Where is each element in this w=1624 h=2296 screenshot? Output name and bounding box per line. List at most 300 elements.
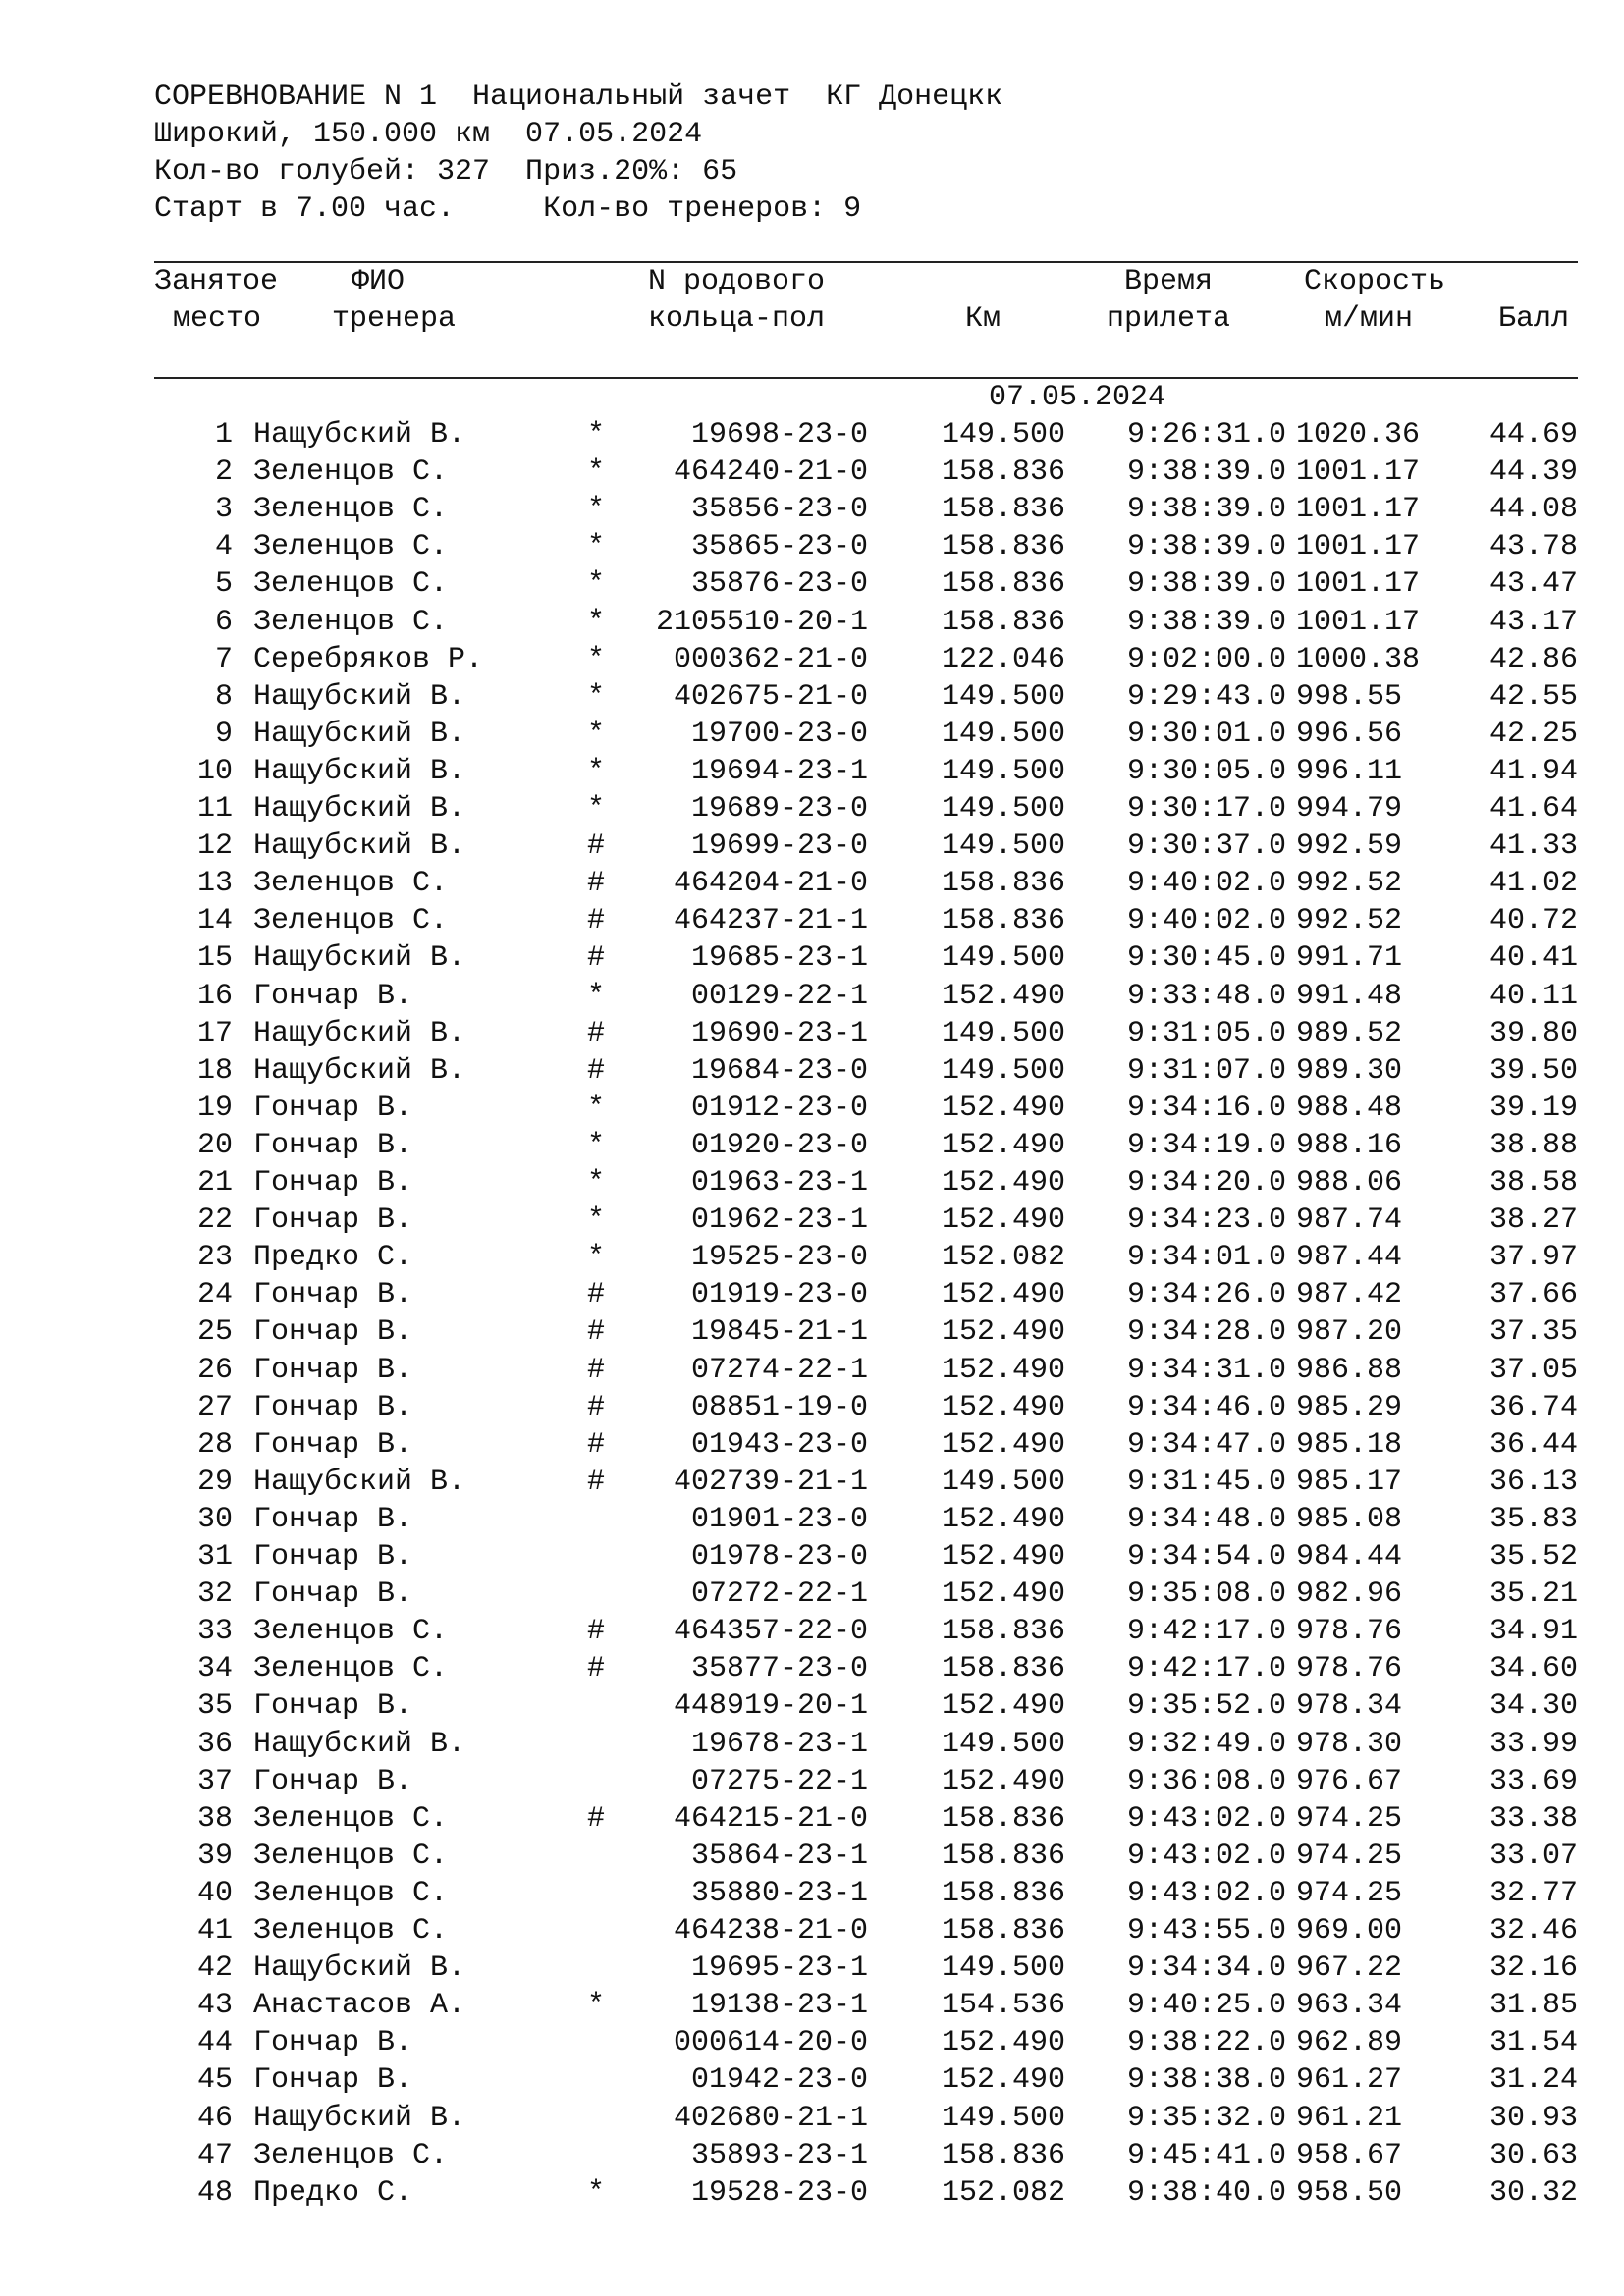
cell-arrival-time: 9:30:45.0: [1126, 941, 1286, 976]
cell-place: 34: [196, 1652, 233, 1686]
cell-speed: 985.08: [1296, 1502, 1403, 1536]
table-row: [0, 1389, 1624, 1426]
cell-trainer: Нащубский В.: [253, 754, 466, 788]
cell-flag: *: [587, 642, 606, 676]
col-time-line1: Время: [1124, 265, 1214, 298]
cell-points: 32.77: [1489, 1876, 1578, 1910]
cell-arrival-time: 9:34:34.0: [1126, 1951, 1286, 1986]
cell-speed: 969.00: [1296, 1914, 1403, 1948]
cell-km: 152.490: [941, 1689, 1065, 1724]
cell-ring: 01978-23-0: [690, 1540, 868, 1574]
cell-flag: #: [587, 1315, 606, 1350]
cell-trainer: Гончар В.: [253, 1689, 413, 1724]
col-place-line2: место: [173, 302, 262, 336]
cell-arrival-time: 9:34:28.0: [1126, 1315, 1286, 1350]
cell-place: 6: [214, 605, 233, 639]
cell-arrival-time: 9:42:17.0: [1126, 1615, 1286, 1649]
cell-ring: 01919-23-0: [690, 1278, 868, 1312]
cell-speed: 985.17: [1296, 1465, 1403, 1499]
cell-flag: #: [587, 1465, 606, 1499]
cell-flag: *: [587, 605, 606, 639]
cell-km: 149.500: [941, 418, 1065, 452]
col-ring-line2: кольца-пол: [648, 302, 826, 336]
cell-ring: 01963-23-1: [690, 1166, 868, 1200]
cell-flag: *: [587, 1989, 606, 2023]
cell-speed: 974.25: [1296, 1876, 1403, 1910]
cell-km: 152.490: [941, 1764, 1065, 1798]
cell-ring: 35864-23-1: [690, 1839, 868, 1873]
cell-km: 158.836: [941, 1652, 1065, 1686]
cell-km: 158.836: [941, 493, 1065, 527]
table-row: [0, 753, 1624, 790]
cell-points: 38.58: [1489, 1166, 1578, 1200]
cell-points: 34.60: [1489, 1652, 1578, 1686]
cell-trainer: Нащубский В.: [253, 792, 466, 826]
cell-arrival-time: 9:45:41.0: [1126, 2138, 1286, 2172]
cell-points: 39.19: [1489, 1091, 1578, 1125]
cell-speed: 974.25: [1296, 1839, 1403, 1873]
cell-place: 25: [196, 1315, 233, 1350]
cell-speed: 987.74: [1296, 1203, 1403, 1238]
cell-trainer: Гончар В.: [253, 1128, 413, 1162]
cell-trainer: Гончар В.: [253, 1166, 413, 1200]
cell-flag: #: [587, 1016, 606, 1050]
cell-place: 45: [196, 2063, 233, 2098]
cell-place: 17: [196, 1016, 233, 1050]
cell-arrival-time: 9:26:31.0: [1126, 418, 1286, 452]
cell-trainer: Гончар В.: [253, 1353, 413, 1387]
cell-ring: 19689-23-0: [690, 792, 868, 826]
cell-trainer: Нащубский В.: [253, 418, 466, 452]
cell-ring: 448919-20-1: [673, 1689, 868, 1724]
cell-arrival-time: 9:02:00.0: [1126, 642, 1286, 676]
cell-arrival-time: 9:32:49.0: [1126, 1727, 1286, 1761]
cell-ring: 464237-21-1: [673, 904, 868, 938]
cell-speed: 982.96: [1296, 1577, 1403, 1612]
cell-ring: 07272-22-1: [690, 1577, 868, 1612]
cell-place: 24: [196, 1278, 233, 1312]
cell-km: 152.490: [941, 1315, 1065, 1350]
cell-trainer: Нащубский В.: [253, 1727, 466, 1761]
cell-trainer: Зеленцов С.: [253, 530, 449, 564]
table-row: [0, 1313, 1624, 1351]
col-points: Балл: [1498, 302, 1570, 336]
cell-points: 35.83: [1489, 1502, 1578, 1536]
table-row: [0, 1239, 1624, 1276]
col-km: Км: [965, 302, 1001, 336]
table-row: [0, 978, 1624, 1015]
cell-km: 152.490: [941, 1091, 1065, 1125]
cell-trainer: Нащубский В.: [253, 829, 466, 864]
cell-points: 44.39: [1489, 455, 1578, 490]
cell-trainer: Гончар В.: [253, 1764, 413, 1798]
cell-speed: 974.25: [1296, 1801, 1403, 1836]
table-row: [0, 1352, 1624, 1389]
cell-place: 27: [196, 1390, 233, 1424]
cell-trainer: Зеленцов С.: [253, 1615, 449, 1649]
cell-arrival-time: 9:42:17.0: [1126, 1652, 1286, 1686]
table-row: [0, 716, 1624, 753]
cell-flag: #: [587, 1353, 606, 1387]
cell-place: 20: [196, 1128, 233, 1162]
cell-trainer: Зеленцов С.: [253, 1876, 449, 1910]
col-speed-line2: м/мин: [1325, 302, 1414, 336]
cell-speed: 978.34: [1296, 1689, 1403, 1724]
cell-km: 149.500: [941, 1016, 1065, 1050]
cell-place: 22: [196, 1203, 233, 1238]
cell-place: 29: [196, 1465, 233, 1499]
cell-km: 149.500: [941, 1465, 1065, 1499]
cell-points: 44.69: [1489, 418, 1578, 452]
cell-trainer: Гончар В.: [253, 1315, 413, 1350]
cell-place: 35: [196, 1689, 233, 1724]
cell-flag: #: [587, 1053, 606, 1088]
cell-arrival-time: 9:34:01.0: [1126, 1241, 1286, 1275]
cell-speed: 976.67: [1296, 1764, 1403, 1798]
cell-speed: 985.29: [1296, 1390, 1403, 1424]
cell-km: 158.836: [941, 1801, 1065, 1836]
cell-arrival-time: 9:30:01.0: [1126, 717, 1286, 751]
cell-flag: #: [587, 941, 606, 976]
cell-trainer: Гончар В.: [253, 1540, 413, 1574]
cell-ring: 19678-23-1: [690, 1727, 868, 1761]
cell-points: 33.99: [1489, 1727, 1578, 1761]
cell-place: 28: [196, 1427, 233, 1462]
cell-km: 158.836: [941, 605, 1065, 639]
cell-place: 36: [196, 1727, 233, 1761]
cell-arrival-time: 9:30:05.0: [1126, 754, 1286, 788]
cell-ring: 402680-21-1: [673, 2101, 868, 2135]
table-row: [0, 1912, 1624, 1949]
cell-place: 48: [196, 2175, 233, 2210]
cell-trainer: Зеленцов С.: [253, 904, 449, 938]
cell-points: 39.80: [1489, 1016, 1578, 1050]
cell-flag: *: [587, 418, 606, 452]
table-row: [0, 641, 1624, 678]
cell-arrival-time: 9:36:08.0: [1126, 1764, 1286, 1798]
cell-flag: *: [587, 2175, 606, 2210]
cell-ring: 402739-21-1: [673, 1465, 868, 1499]
cell-flag: *: [587, 679, 606, 714]
cell-km: 154.536: [941, 1989, 1065, 2023]
cell-flag: #: [587, 1427, 606, 1462]
cell-place: 21: [196, 1166, 233, 1200]
cell-ring: 19528-23-0: [690, 2175, 868, 2210]
cell-ring: 35877-23-0: [690, 1652, 868, 1686]
cell-points: 33.07: [1489, 1839, 1578, 1873]
cell-speed: 987.42: [1296, 1278, 1403, 1312]
cell-trainer: Нащубский В.: [253, 1053, 466, 1088]
cell-speed: 1000.38: [1296, 642, 1421, 676]
cell-place: 43: [196, 1989, 233, 2023]
cell-flag: #: [587, 829, 606, 864]
cell-points: 36.74: [1489, 1390, 1578, 1424]
cell-flag: #: [587, 1278, 606, 1312]
cell-place: 10: [196, 754, 233, 788]
cell-ring: 402675-21-0: [673, 679, 868, 714]
table-row: [0, 1800, 1624, 1838]
cell-km: 152.490: [941, 1166, 1065, 1200]
cell-flag: *: [587, 1128, 606, 1162]
cell-place: 32: [196, 1577, 233, 1612]
cell-points: 41.33: [1489, 829, 1578, 864]
cell-km: 152.490: [941, 1540, 1065, 1574]
table-row: [0, 454, 1624, 491]
cell-ring: 19138-23-1: [690, 1989, 868, 2023]
cell-trainer: Зеленцов С.: [253, 1801, 449, 1836]
cell-place: 40: [196, 1876, 233, 1910]
cell-ring: 19685-23-1: [690, 941, 868, 976]
cell-speed: 978.30: [1296, 1727, 1403, 1761]
cell-flag: *: [587, 455, 606, 490]
table-row: [0, 2061, 1624, 2099]
cell-speed: 996.56: [1296, 717, 1403, 751]
table-row: [0, 790, 1624, 828]
cell-points: 42.25: [1489, 717, 1578, 751]
cell-trainer: Нащубский В.: [253, 1465, 466, 1499]
cell-points: 30.32: [1489, 2175, 1578, 2210]
cell-points: 37.66: [1489, 1278, 1578, 1312]
table-row: [0, 1838, 1624, 1875]
table-row: [0, 1052, 1624, 1090]
cell-arrival-time: 9:34:47.0: [1126, 1427, 1286, 1462]
cell-ring: 19690-23-1: [690, 1016, 868, 1050]
cell-trainer: Предко С.: [253, 2175, 413, 2210]
cell-trainer: Зеленцов С.: [253, 493, 449, 527]
cell-trainer: Нащубский В.: [253, 717, 466, 751]
cell-km: 149.500: [941, 679, 1065, 714]
col-name-line1: ФИО: [352, 265, 406, 298]
cell-speed: 991.71: [1296, 941, 1403, 976]
cell-speed: 986.88: [1296, 1353, 1403, 1387]
cell-flag: #: [587, 867, 606, 901]
cell-points: 32.46: [1489, 1914, 1578, 1948]
cell-speed: 989.30: [1296, 1053, 1403, 1088]
cell-speed: 984.44: [1296, 1540, 1403, 1574]
cell-arrival-time: 9:34:16.0: [1126, 1091, 1286, 1125]
cell-points: 37.97: [1489, 1241, 1578, 1275]
cell-flag: *: [587, 1241, 606, 1275]
table-row: [0, 1875, 1624, 1912]
cell-speed: 1001.17: [1296, 530, 1421, 564]
cell-points: 41.64: [1489, 792, 1578, 826]
table-row: [0, 1015, 1624, 1052]
table-row: [0, 2100, 1624, 2137]
cell-ring: 000362-21-0: [673, 642, 868, 676]
cell-arrival-time: 9:38:22.0: [1126, 2026, 1286, 2060]
cell-trainer: Зеленцов С.: [253, 455, 449, 490]
cell-arrival-time: 9:34:23.0: [1126, 1203, 1286, 1238]
cell-trainer: Нащубский В.: [253, 679, 466, 714]
table-row: [0, 1687, 1624, 1725]
cell-flag: *: [587, 1091, 606, 1125]
cell-ring: 464238-21-0: [673, 1914, 868, 1948]
table-row: [0, 678, 1624, 716]
table-row: [0, 1164, 1624, 1201]
cell-km: 149.500: [941, 717, 1065, 751]
cell-ring: 01942-23-0: [690, 2063, 868, 2098]
cell-speed: 1001.17: [1296, 567, 1421, 602]
cell-points: 43.17: [1489, 605, 1578, 639]
cell-trainer: Зеленцов С.: [253, 1839, 449, 1873]
cell-ring: 464204-21-0: [673, 867, 868, 901]
cell-ring: 01920-23-0: [690, 1128, 868, 1162]
cell-km: 149.500: [941, 792, 1065, 826]
cell-place: 12: [196, 829, 233, 864]
cell-speed: 992.52: [1296, 867, 1403, 901]
cell-points: 37.05: [1489, 1353, 1578, 1387]
cell-ring: 2105510-20-1: [655, 605, 868, 639]
cell-speed: 962.89: [1296, 2026, 1403, 2060]
cell-arrival-time: 9:38:39.0: [1126, 493, 1286, 527]
cell-trainer: Зеленцов С.: [253, 605, 449, 639]
cell-points: 40.11: [1489, 979, 1578, 1013]
cell-trainer: Гончар В.: [253, 1502, 413, 1536]
cell-points: 44.08: [1489, 493, 1578, 527]
cell-arrival-time: 9:33:48.0: [1126, 979, 1286, 1013]
table-row: [0, 528, 1624, 565]
table-row: [0, 902, 1624, 939]
table-row: [0, 1650, 1624, 1687]
cell-ring: 08851-19-0: [690, 1390, 868, 1424]
cell-place: 9: [214, 717, 233, 751]
cell-place: 18: [196, 1053, 233, 1088]
cell-speed: 988.06: [1296, 1166, 1403, 1200]
cell-ring: 07275-22-1: [690, 1764, 868, 1798]
date-group-row: 07.05.2024: [989, 381, 1166, 414]
cell-ring: 19525-23-0: [690, 1241, 868, 1275]
cell-trainer: Нащубский В.: [253, 1951, 466, 1986]
cell-speed: 989.52: [1296, 1016, 1403, 1050]
cell-km: 158.836: [941, 530, 1065, 564]
cell-speed: 992.59: [1296, 829, 1403, 864]
cell-speed: 961.27: [1296, 2063, 1403, 2098]
cell-trainer: Гончар В.: [253, 1091, 413, 1125]
cell-km: 149.500: [941, 1053, 1065, 1088]
cell-trainer: Нащубский В.: [253, 2101, 466, 2135]
cell-trainer: Гончар В.: [253, 1427, 413, 1462]
cell-trainer: Гончар В.: [253, 979, 413, 1013]
cell-flag: *: [587, 493, 606, 527]
cell-speed: 1001.17: [1296, 493, 1421, 527]
table-row: [0, 939, 1624, 977]
cell-km: 152.490: [941, 2026, 1065, 2060]
table-row: [0, 1426, 1624, 1464]
cell-arrival-time: 9:38:38.0: [1126, 2063, 1286, 2098]
cell-place: 30: [196, 1502, 233, 1536]
cell-flag: *: [587, 979, 606, 1013]
table-row: [0, 1538, 1624, 1575]
cell-points: 36.44: [1489, 1427, 1578, 1462]
cell-ring: 01901-23-0: [690, 1502, 868, 1536]
cell-km: 158.836: [941, 1615, 1065, 1649]
table-row: [0, 1090, 1624, 1127]
cell-place: 41: [196, 1914, 233, 1948]
cell-ring: 00129-22-1: [690, 979, 868, 1013]
cell-points: 41.94: [1489, 754, 1578, 788]
cell-points: 34.30: [1489, 1689, 1578, 1724]
cell-arrival-time: 9:43:02.0: [1126, 1839, 1286, 1873]
cell-km: 152.490: [941, 1278, 1065, 1312]
table-row: [0, 828, 1624, 865]
cell-points: 40.72: [1489, 904, 1578, 938]
cell-arrival-time: 9:29:43.0: [1126, 679, 1286, 714]
cell-speed: 996.11: [1296, 754, 1403, 788]
cell-trainer: Серебряков Р.: [253, 642, 484, 676]
table-row: [0, 416, 1624, 454]
report-distance-date: Широкий, 150.000 км 07.05.2024: [154, 118, 703, 151]
cell-place: 8: [214, 679, 233, 714]
cell-ring: 19699-23-0: [690, 829, 868, 864]
cell-arrival-time: 9:34:48.0: [1126, 1502, 1286, 1536]
cell-speed: 961.21: [1296, 2101, 1403, 2135]
cell-points: 43.78: [1489, 530, 1578, 564]
cell-place: 5: [214, 567, 233, 602]
cell-km: 158.836: [941, 1914, 1065, 1948]
cell-ring: 35880-23-1: [690, 1876, 868, 1910]
cell-km: 152.490: [941, 1390, 1065, 1424]
cell-arrival-time: 9:34:31.0: [1126, 1353, 1286, 1387]
cell-arrival-time: 9:30:17.0: [1126, 792, 1286, 826]
cell-place: 33: [196, 1615, 233, 1649]
cell-ring: 35876-23-0: [690, 567, 868, 602]
cell-points: 30.63: [1489, 2138, 1578, 2172]
col-ring-line1: N родового: [648, 265, 826, 298]
cell-km: 149.500: [941, 829, 1065, 864]
cell-arrival-time: 9:43:02.0: [1126, 1876, 1286, 1910]
cell-points: 32.16: [1489, 1951, 1578, 1986]
col-time-line2: прилета: [1107, 302, 1231, 336]
cell-place: 19: [196, 1091, 233, 1125]
table-row: [0, 1276, 1624, 1313]
cell-trainer: Зеленцов С.: [253, 1652, 449, 1686]
cell-place: 31: [196, 1540, 233, 1574]
table-row: [0, 1949, 1624, 1987]
cell-trainer: Гончар В.: [253, 1577, 413, 1612]
table-row: [0, 865, 1624, 902]
cell-speed: 992.52: [1296, 904, 1403, 938]
cell-speed: 994.79: [1296, 792, 1403, 826]
table-row: [0, 2174, 1624, 2212]
cell-speed: 988.48: [1296, 1091, 1403, 1125]
cell-place: 23: [196, 1241, 233, 1275]
cell-arrival-time: 9:31:07.0: [1126, 1053, 1286, 1088]
cell-arrival-time: 9:40:25.0: [1126, 1989, 1286, 2023]
cell-ring: 01943-23-0: [690, 1427, 868, 1462]
cell-trainer: Гончар В.: [253, 2026, 413, 2060]
table-row: [0, 2137, 1624, 2174]
table-row: [0, 1201, 1624, 1239]
cell-ring: 35893-23-1: [690, 2138, 868, 2172]
cell-km: 122.046: [941, 642, 1065, 676]
cell-ring: 19695-23-1: [690, 1951, 868, 1986]
cell-km: 149.500: [941, 1727, 1065, 1761]
cell-place: 26: [196, 1353, 233, 1387]
cell-km: 152.490: [941, 979, 1065, 1013]
table-row: [0, 1726, 1624, 1763]
cell-arrival-time: 9:34:20.0: [1126, 1166, 1286, 1200]
cell-speed: 1020.36: [1296, 418, 1421, 452]
cell-km: 149.500: [941, 754, 1065, 788]
cell-speed: 958.67: [1296, 2138, 1403, 2172]
cell-speed: 998.55: [1296, 679, 1403, 714]
cell-flag: *: [587, 1166, 606, 1200]
cell-ring: 19694-23-1: [690, 754, 868, 788]
cell-arrival-time: 9:43:55.0: [1126, 1914, 1286, 1948]
cell-km: 152.490: [941, 2063, 1065, 2098]
cell-arrival-time: 9:40:02.0: [1126, 904, 1286, 938]
cell-speed: 978.76: [1296, 1615, 1403, 1649]
